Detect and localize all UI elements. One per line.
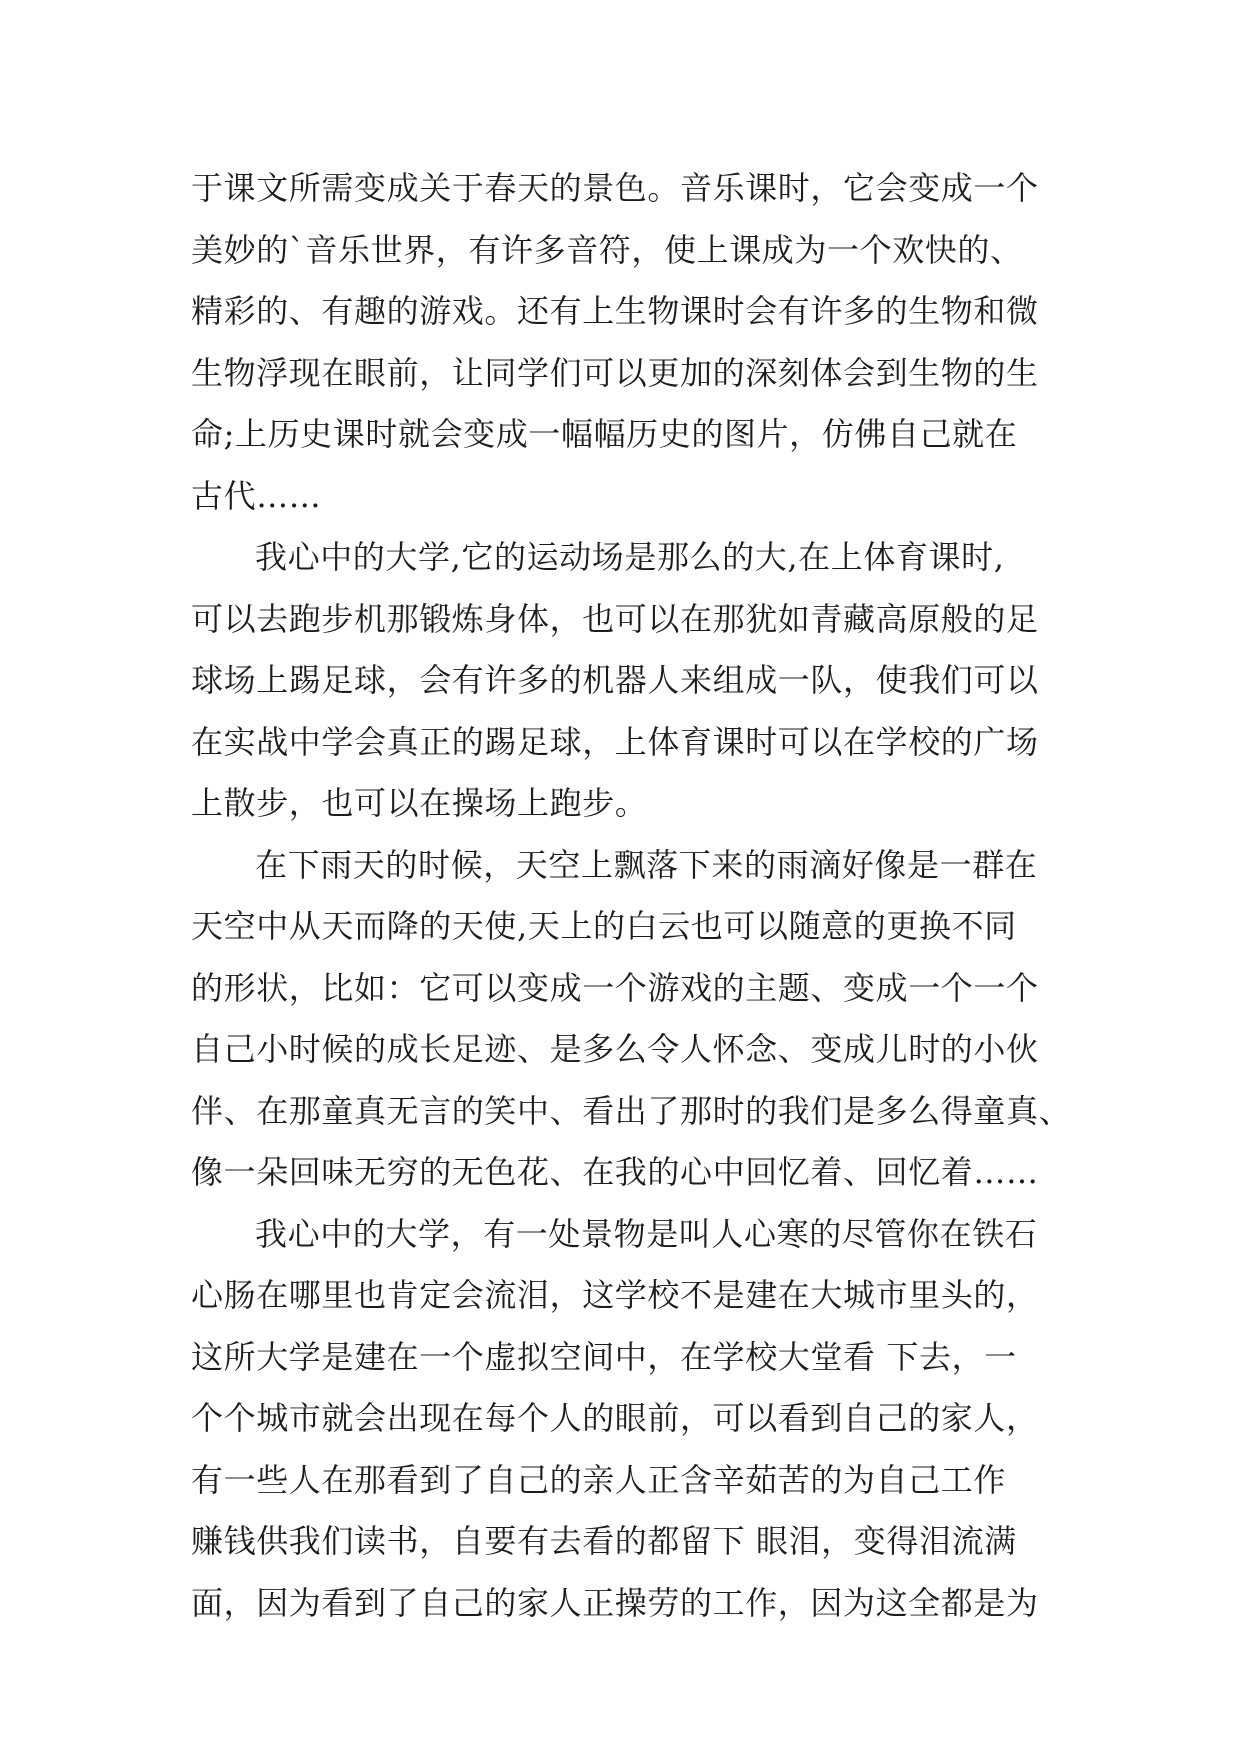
- text-line: 上散步，也可以在操场上跑步。: [191, 784, 648, 822]
- paragraph-first-line: 我心中的大学，有一处景物是叫人心寒的尽管你在铁石: [255, 1214, 1038, 1253]
- text-line: 伴、在那童真无言的笑中、看出了那时的我们是多么得童真、: [191, 1091, 1072, 1130]
- text-line: 个个城市就会出现在每个人的眼前，可以看到自己的家人，: [191, 1399, 1039, 1437]
- text-line: 像一朵回味无穷的无色花、在我的心中回忆着、回忆着……: [191, 1153, 1039, 1191]
- text-line: 精彩的、有趣的游戏。还有上生物课时会有许多的生物和微: [191, 292, 1039, 330]
- text-line: 自己小时候的成长足迹、是多么令人怀念、变成儿时的小伙: [191, 1030, 1039, 1068]
- text-line: 美妙的`音乐世界，有许多音符，使上课成为一个欢快的、: [191, 230, 1023, 269]
- text-line: 面，因为看到了自己的家人正操劳的工作，因为这全都是为: [191, 1583, 1039, 1622]
- text-line: 有一些人在那看到了自己的亲人正含辛茹苦的为自己工作: [191, 1460, 1007, 1499]
- document-body: [191, 158, 1072, 1634]
- text-line: 赚钱供我们读书，自要有去看的都留下 眼泪，变得泪流满: [191, 1522, 1017, 1560]
- text-line: 球场上踢足球，会有许多的机器人来组成一队，使我们可以: [191, 661, 1039, 699]
- text-line: 心肠在哪里也肯定会流泪，这学校不是建在大城市里头的，: [191, 1276, 1039, 1314]
- text-line: 命;上历史课时就会变成一幅幅历史的图片，仿佛自己就在: [191, 415, 1018, 453]
- paragraph-first-line: 在下雨天的时候，天空上飘落下来的雨滴好像是一群在: [255, 845, 1038, 884]
- text-line: 的形状，比如：它可以变成一个游戏的主题、变成一个一个: [191, 968, 1039, 1007]
- text-line: 古代……: [191, 476, 322, 515]
- text-line: 这所大学是建在一个虚拟空间中，在学校大堂看 下去，一: [191, 1337, 1017, 1376]
- text-line: 于课文所需变成关于春天的景色。音乐课时，它会变成一个: [191, 169, 1039, 207]
- paragraph-first-line: 我心中的大学,它的运动场是那么的大,在上体育课时,: [255, 538, 1005, 576]
- text-line: 在实战中学会真正的踢足球，上体育课时可以在学校的广场: [191, 722, 1039, 761]
- text-line: 天空中从天而降的天使,天上的白云也可以随意的更换不同: [191, 907, 1017, 945]
- text-line: 生物浮现在眼前，让同学们可以更加的深刻体会到生物的生: [191, 353, 1039, 392]
- text-line: 可以去跑步机那锻炼身体，也可以在那犹如青藏高原般的足: [191, 599, 1039, 638]
